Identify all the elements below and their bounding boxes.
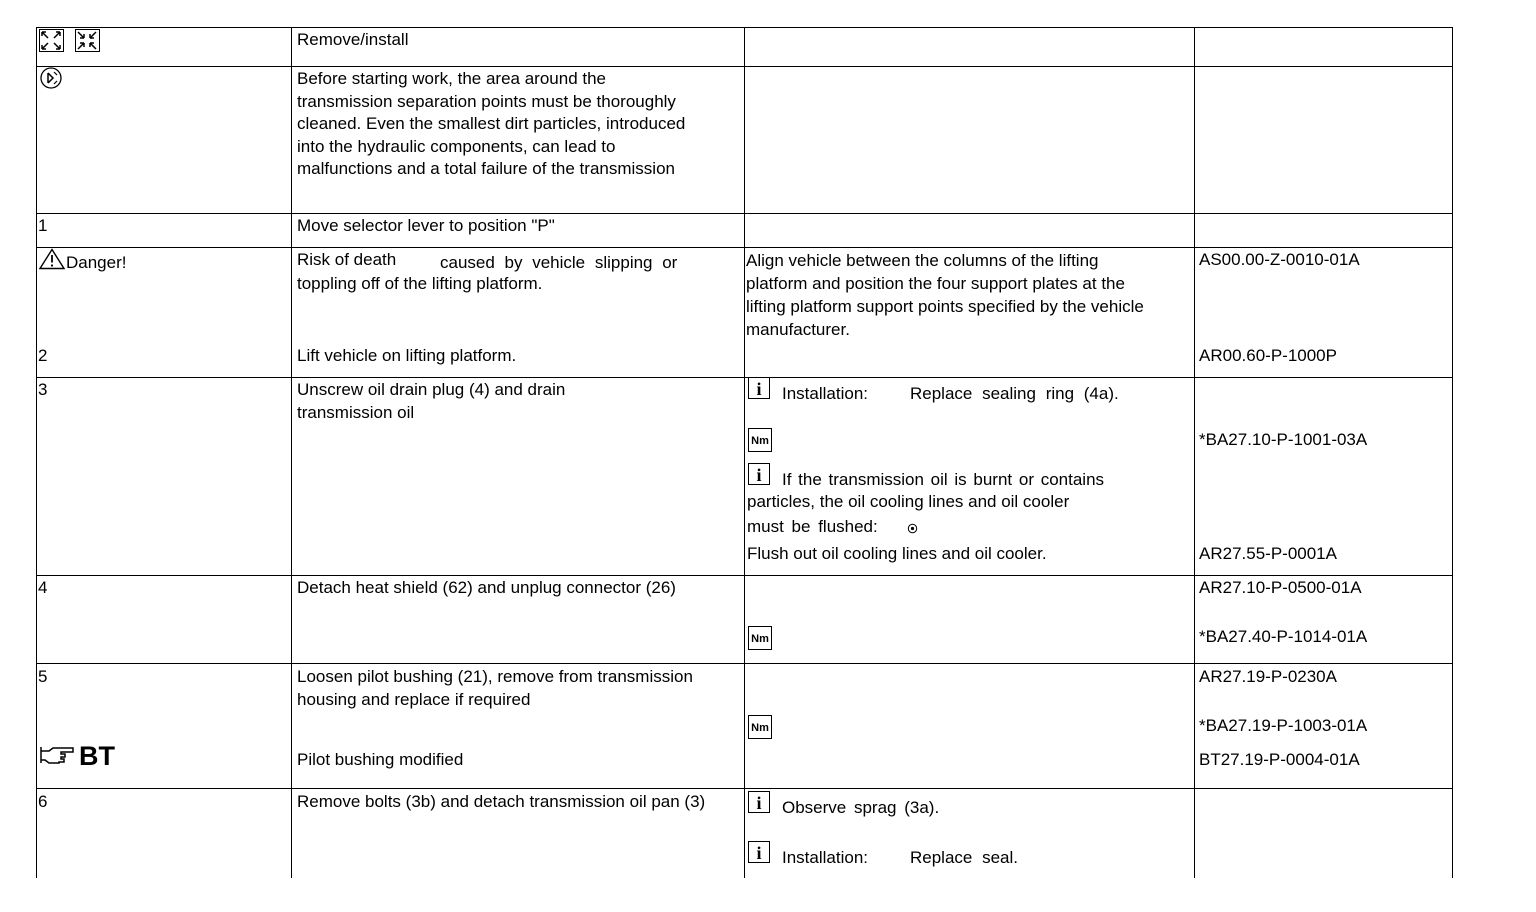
step-number: 5: [38, 667, 48, 686]
step-action: Unscrew oil drain plug (4) and drain transmission oil: [297, 380, 566, 422]
step-reference: AR27.19-P-0230A: [1199, 667, 1337, 686]
svg-text:Nm: Nm: [751, 722, 769, 734]
pointing-hand-icon: [39, 743, 77, 767]
torque-icon: [748, 715, 772, 739]
info-icon: [748, 841, 770, 863]
oil-note-line-1: If the transmission oil is burnt or contains: [782, 470, 1105, 489]
danger-risk-line-b: caused by vehicle slipping or: [440, 253, 678, 272]
danger-risk-line-a: Risk of death: [297, 250, 397, 269]
installation-text: Replace seal.: [910, 848, 1019, 867]
step-reference: AR27.10-P-0500-01A: [1199, 578, 1362, 597]
observe-text: Observe sprag (3a).: [782, 798, 940, 817]
installation-prefix: Installation:: [782, 384, 868, 403]
step-reference: AR00.60-P-1000P: [1199, 346, 1337, 365]
bt-label: BT: [79, 741, 115, 771]
step-number: 6: [38, 792, 48, 811]
step-action: Lift vehicle on lifting platform.: [297, 346, 517, 365]
remove-install-label: Remove/install: [297, 30, 409, 49]
installation-prefix: Installation:: [782, 848, 868, 867]
svg-text:i: i: [756, 843, 762, 863]
info-icon: [748, 463, 770, 485]
step-number: 3: [38, 380, 48, 399]
torque-icon: [748, 626, 772, 650]
step-action: Loosen pilot bushing (21), remove from transmission housing and replace if required: [297, 667, 693, 709]
danger-measure: Align vehicle between the columns of the lifting platform and position the four support plates at the lifting platform support points specified by the vehicle manufacturer.: [746, 251, 1144, 339]
danger-risk-line-c: toppling off of the lifting platform.: [297, 274, 543, 293]
svg-text:Nm: Nm: [751, 633, 769, 645]
torque-icon: [748, 428, 772, 452]
info-icon: [748, 377, 770, 399]
torque-reference: *BA27.10-P-1001-03A: [1199, 430, 1368, 449]
step-number: 2: [38, 346, 48, 365]
notice-text: Before starting work, the area around the transmission separation points must be thoroughly cleaned. Even the smallest dirt particles, introduced into the hydraulic components, can lead to malfunctions and a total failure of the transmission: [297, 69, 686, 178]
installation-text: Replace sealing ring (4a).: [910, 384, 1119, 403]
danger-label: Danger!: [66, 253, 127, 272]
remove-icon: [39, 29, 65, 53]
bt-reference: BT27.19-P-0004-01A: [1199, 750, 1360, 769]
danger-reference: AS00.00-Z-0010-01A: [1199, 250, 1360, 269]
notice-icon: [39, 67, 65, 91]
oil-note-line-2: particles, the oil cooling lines and oil cooler: [747, 492, 1070, 511]
flush-text: Flush out oil cooling lines and oil cooler.: [747, 544, 1047, 563]
step-number: 1: [38, 216, 48, 235]
info-icon: [748, 791, 770, 813]
svg-text:i: i: [756, 465, 762, 485]
link-marker-icon: [907, 523, 918, 534]
step-action: Move selector lever to position "P": [297, 216, 555, 235]
flush-reference: AR27.55-P-0001A: [1199, 544, 1337, 563]
step-action: Detach heat shield (62) and unplug connector (26): [297, 578, 676, 597]
torque-reference: *BA27.40-P-1014-01A: [1199, 627, 1368, 646]
warning-triangle-icon: [39, 248, 65, 270]
step-action: Remove bolts (3b) and detach transmission oil pan (3): [297, 792, 706, 811]
svg-text:i: i: [756, 793, 762, 813]
torque-reference: *BA27.19-P-1003-01A: [1199, 716, 1368, 735]
step-number: 4: [38, 578, 48, 597]
svg-text:Nm: Nm: [751, 435, 769, 447]
svg-text:i: i: [756, 379, 762, 399]
oil-note-line-3: must be flushed:: [747, 517, 878, 536]
install-icon: [75, 29, 101, 53]
bt-text: Pilot bushing modified: [297, 750, 464, 769]
